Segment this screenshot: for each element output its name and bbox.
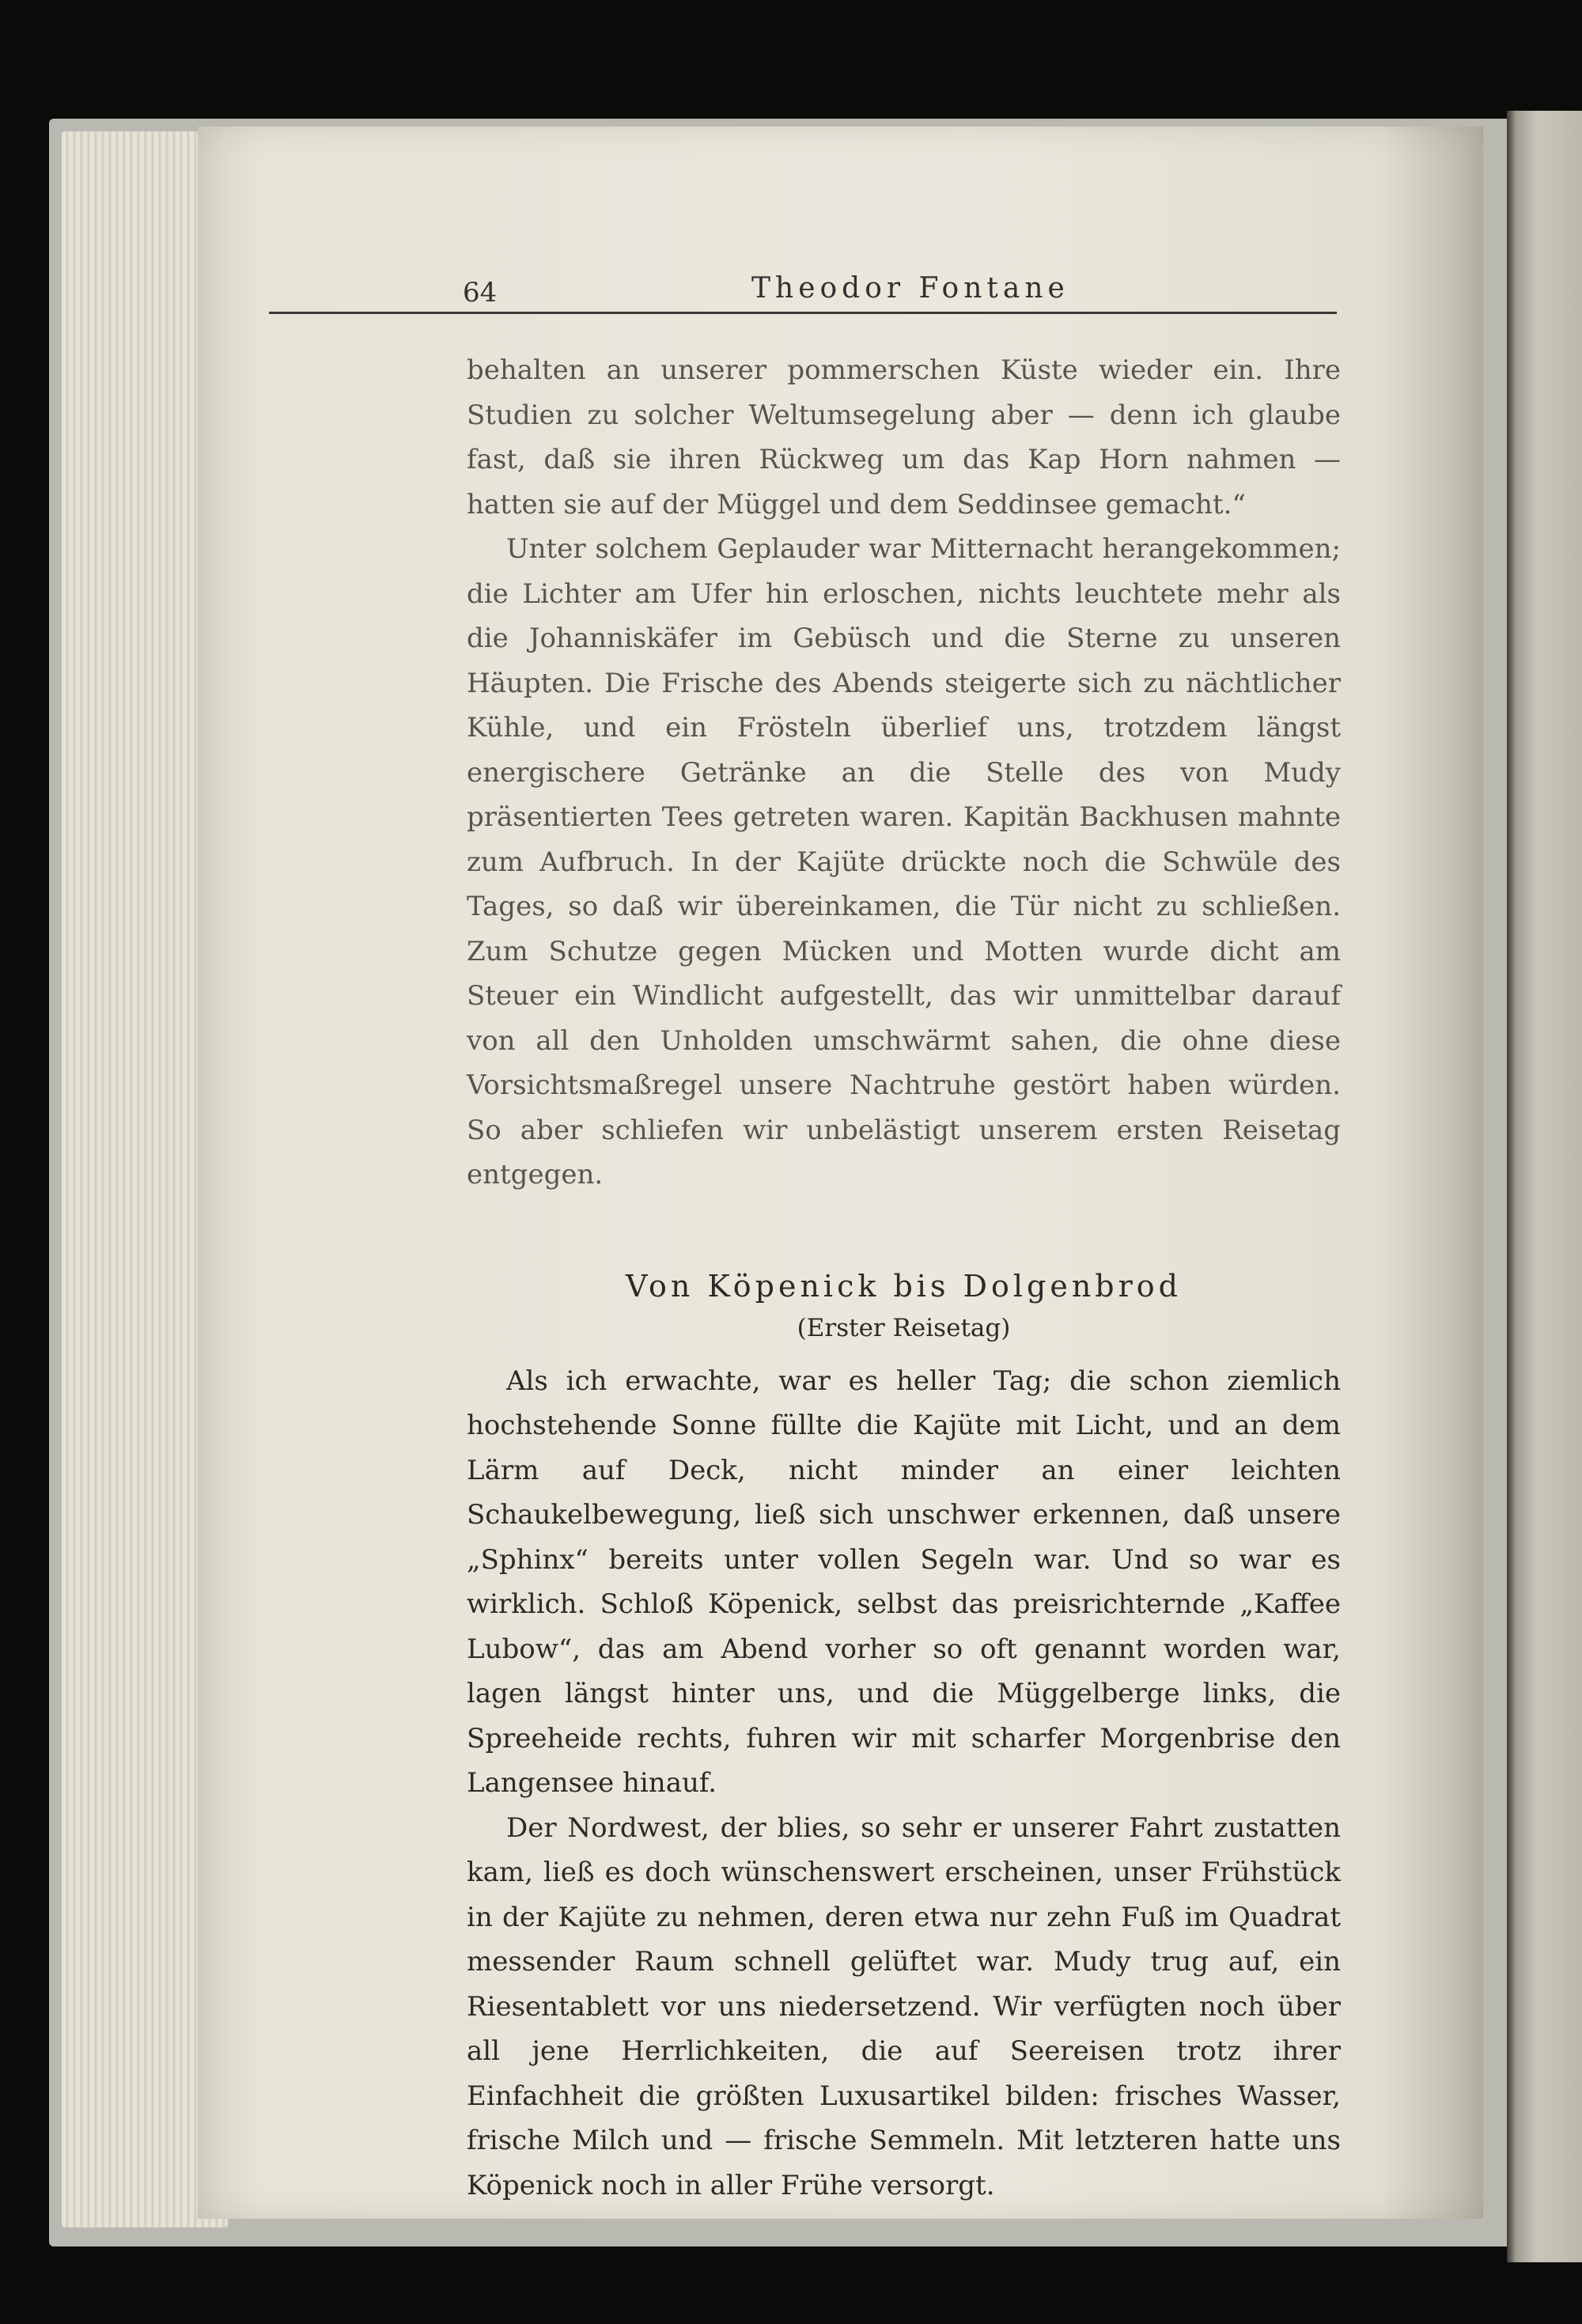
- section-subtitle: (Erster Reisetag): [797, 1313, 1011, 1342]
- running-title: Theodor Fontane: [751, 272, 1069, 305]
- paragraph-1: behalten an unserer pommerschen Küste wieder ein. Ihre Studien zu solcher Weltumsegelung aber — denn ich glaube fast, daß sie ihren Rückweg um das Kap Horn nahmen — hatten sie auf der Müggel und dem Seddinsee gemacht.“: [467, 354, 1341, 520]
- running-head: [269, 272, 1337, 314]
- paragraph-3: Als ich erwachte, war es heller Tag; die schon ziemlich hochstehende Sonne füllte die Kajüte mit Licht, und an dem Lärm auf Deck, nicht minder an einer leichten Schaukelbewegung, ließ sich unschwer erkennen, daß unsere „Sphinx“ bereits unter vollen Segeln war. Und so war es wirklich. Schloß Köpenick, selbst das preisrichternde „Kaffee Lubow“, das am Abend vorher so oft genannt worden war, lagen längst hinter uns, und die Müggelberge links, die Spreeheide rechts, fuhren wir mit scharfer Morgenbrise den Langensee hinauf.: [467, 1364, 1341, 1799]
- paragraph-4: Der Nordwest, der blies, so sehr er unserer Fahrt zustatten kam, ließ es doch wünschenswert erscheinen, unser Frühstück in der Kajüte zu nehmen, deren etwa nur zehn Fuß im Quadrat messender Raum schnell gelüftet war. Mudy trug auf, ein Riesentablett vor uns niedersetzend. Wir verfügten noch über all jene Herrlichkeiten, die auf Seereisen trotz ihrer Einfachheit die größten Luxusartikel bilden: frisches Wasser, frische Milch und — frische Semmeln. Mit letzteren hatte uns Köpenick noch in aller Frühe versorgt.: [467, 1811, 1341, 2201]
- paragraph-2: Unter solchem Geplauder war Mitternacht herangekommen; die Lichter am Ufer hin erloschen, nichts leuchtete mehr als die Johanniskäfer im Gebüsch und die Sterne zu unseren Häupten. Die Frische des Abends steigerte sich zu nächtlicher Kühle, und ein Frösteln überlief uns, trotzdem längst energischere Getränke an die Stelle des von Mudy präsentierten Tees getreten waren. Kapitän Backhusen mahnte zum Aufbruch. In der Kajüte drückte noch die Schwüle des Tages, so daß wir übereinkamen, die Tür nicht zu schließen. Zum Schutze gegen Mücken und Motten wurde dicht am Steuer ein Windlicht aufgestellt, das wir unmittelbar darauf von all den Unholden umschwärmt sahen, die ohne diese Vorsichtsmaßregel unsere Nachtruhe gestört haben würden. So aber schliefen wir unbelästigt unserem ersten Reisetag entgegen.: [467, 533, 1341, 1190]
- section-title: Von Köpenick bis Dolgenbrod: [626, 1268, 1182, 1304]
- facing-page-edge: [1507, 111, 1582, 2262]
- body-text: [467, 348, 1341, 2208]
- page-number: 64: [463, 277, 498, 308]
